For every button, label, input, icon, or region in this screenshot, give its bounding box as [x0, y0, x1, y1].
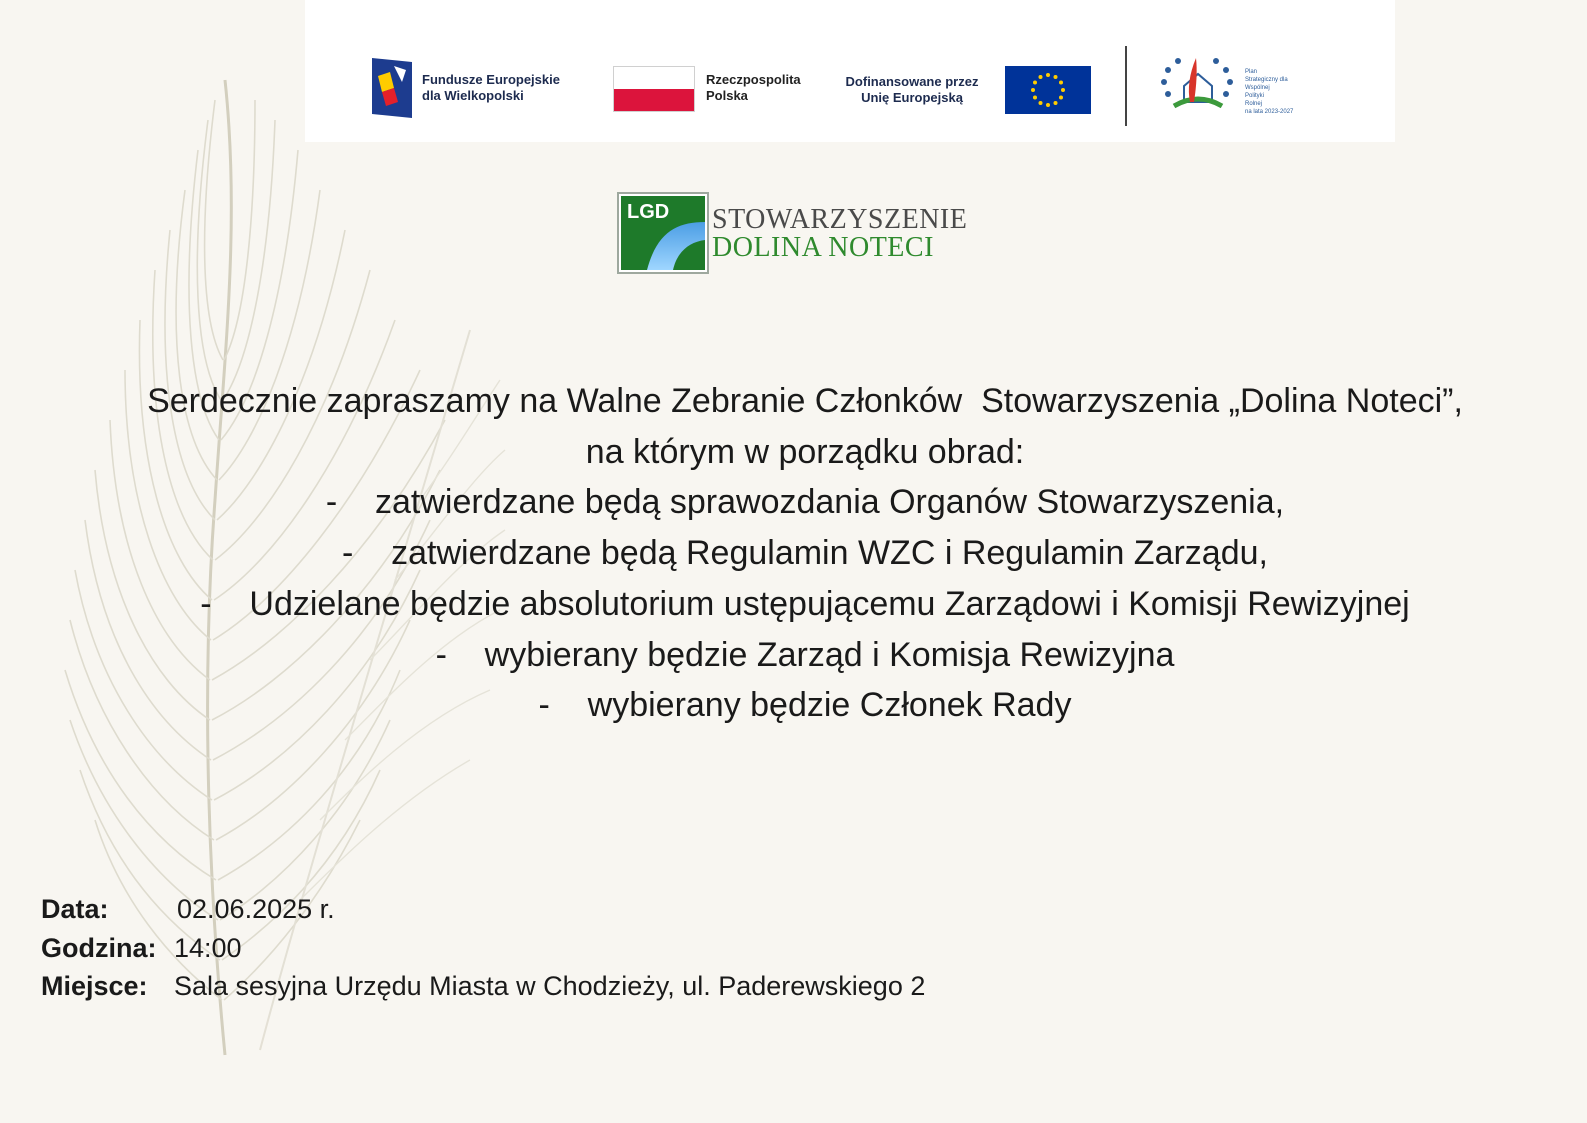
lgd-logo: [617, 192, 709, 279]
meeting-details: [41, 890, 925, 1006]
date-label: Data:: [41, 894, 109, 924]
invitation-text: [40, 376, 1570, 731]
agenda-item: - zatwierdzane będą sprawozdania Organów Stowarzyszenia,: [325, 483, 1285, 522]
time-label: Godzina:: [41, 932, 157, 963]
plan-strategiczny-label: Plan Strategiczny dla Wspólnej Polityki Rolnej na lata 2023-2027: [1245, 69, 1294, 115]
date-row: [41, 890, 925, 929]
eu-cofinanced-label: Dofinansowane przez Unię Europejską: [845, 74, 979, 105]
place-row: [41, 967, 925, 1006]
place-value: Sala sesyjna Urzędu Miasta w Chodzieży, ul. Paderewskiego 2: [174, 971, 926, 1001]
place-label: Miejsce:: [41, 971, 148, 1001]
invitation-line-1: Serdecznie zapraszamy na Walne Zebranie Członków Stowarzyszenia „Dolina Noteci”,: [147, 382, 1463, 420]
time-row: [41, 929, 925, 968]
time-value: 14:00: [174, 932, 242, 963]
fundusze-europejskie-logo-icon: [372, 58, 412, 118]
agenda-item: - wybierany będzie Członek Rady: [538, 686, 1072, 725]
polish-flag-icon: [613, 66, 695, 112]
agenda-item: - wybierany będzie Zarząd i Komisja Rewizyjna: [435, 635, 1175, 674]
agenda-item: - Udzielane będzie absolutorium ustępującemu Zarządowi i Komisji Rewizyjnej: [200, 584, 1410, 623]
rzeczpospolita-polska-label: Rzeczpospolita Polska: [706, 72, 801, 103]
plan-strategiczny-logo-icon: [1156, 52, 1240, 116]
association-name-line1: STOWARZYSZENIE: [712, 204, 968, 235]
association-name: [712, 206, 967, 262]
agenda-item: - zatwierdzane będą Regulamin WZC i Regulamin Zarządu,: [342, 534, 1268, 573]
fundusze-europejskie-label: Fundusze Europejskie dla Wielkopolski: [422, 72, 560, 103]
eu-flag-icon: [1005, 66, 1091, 114]
lgd-emblem-icon: [617, 192, 709, 274]
association-name-line2: DOLINA NOTECI: [712, 232, 934, 263]
svg-text:LGD: LGD: [627, 201, 670, 223]
logo-divider: [1125, 46, 1127, 126]
invitation-line-2: na którym w porządku obrad:: [585, 432, 1025, 471]
date-value: 02.06.2025 r.: [177, 894, 335, 924]
